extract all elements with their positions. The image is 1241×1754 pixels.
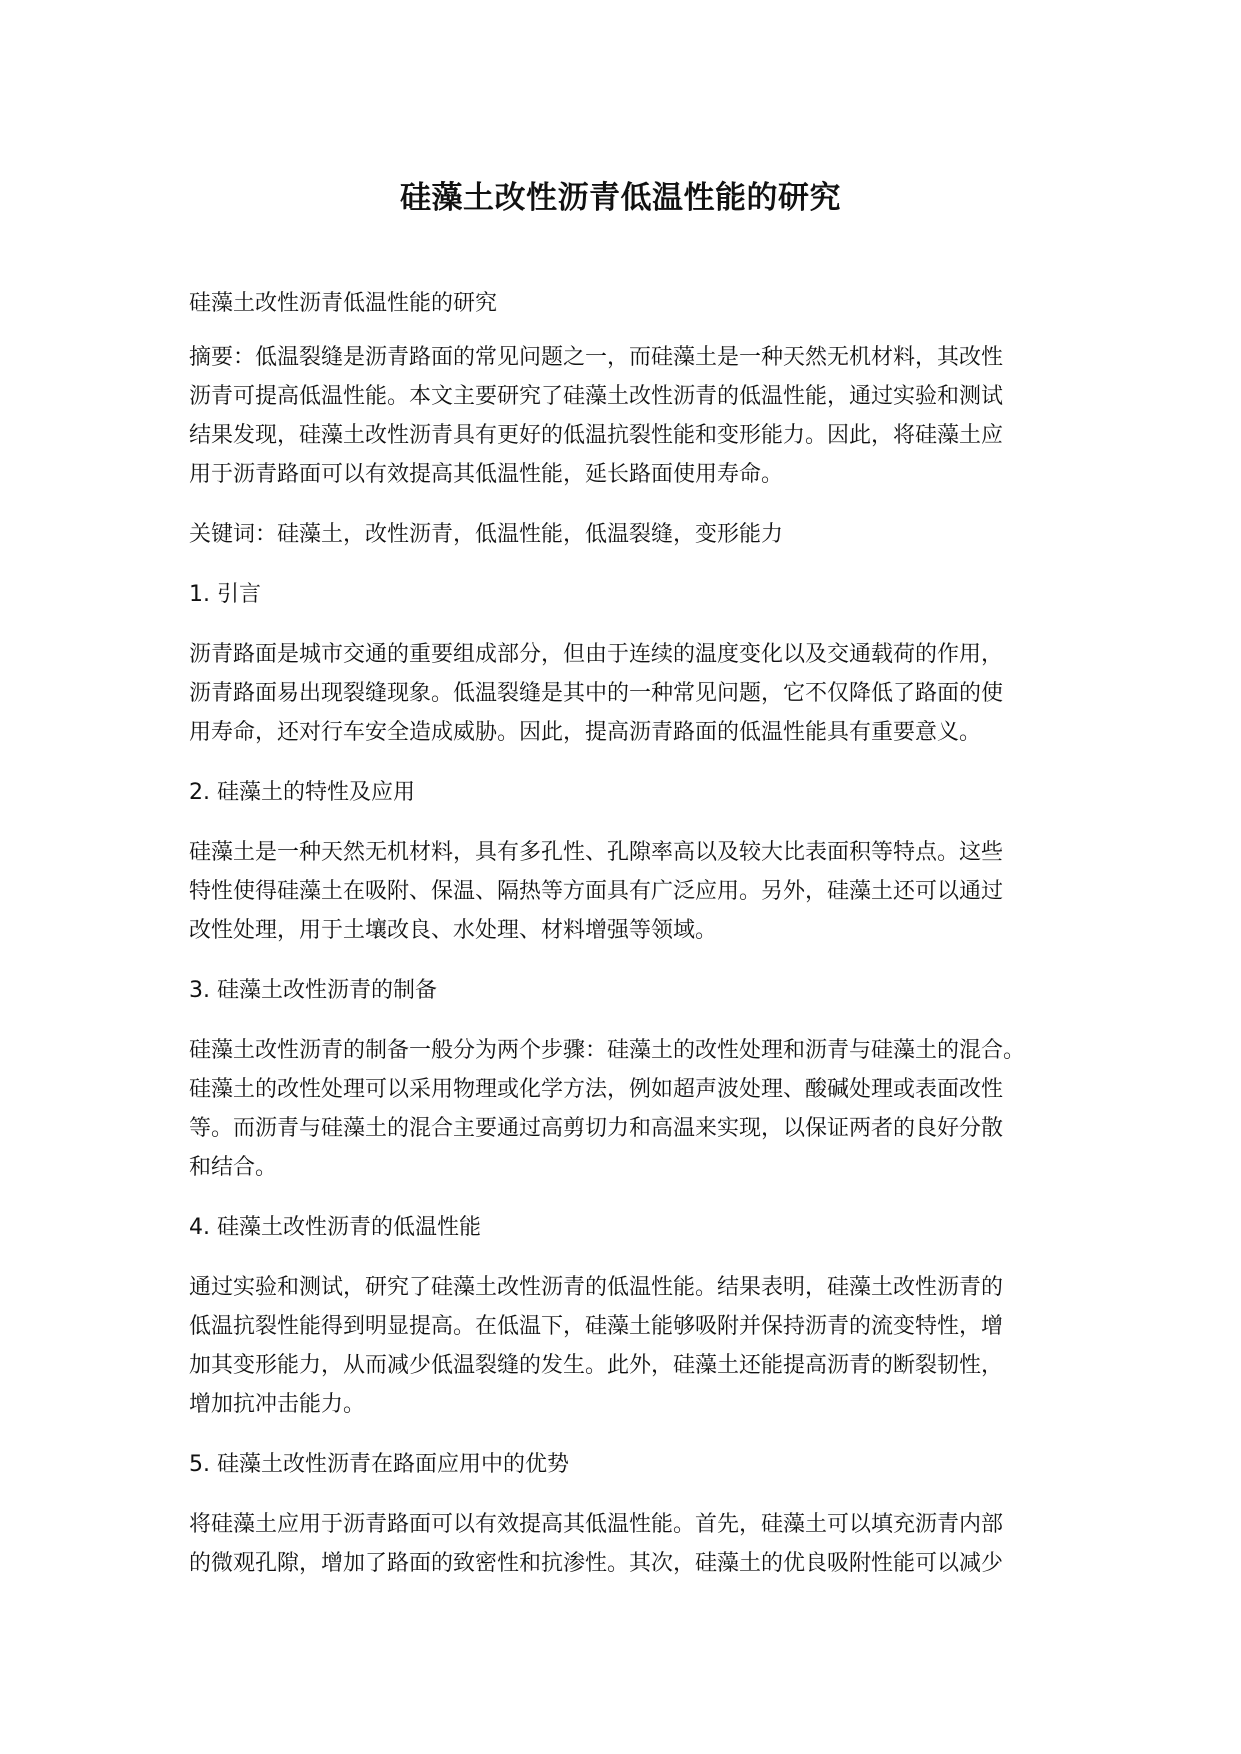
- document-subtitle: 硅藻土改性沥青低温性能的研究: [189, 291, 498, 316]
- paragraph-line: 等。而沥青与硅藻土的混合主要通过高剪切力和高温来实现，以保证两者的良好分散: [189, 1116, 1004, 1141]
- paragraph-line: 沥青路面易出现裂缝现象。低温裂缝是其中的一种常见问题，它不仅降低了路面的使: [189, 681, 1004, 706]
- section-paragraph-advantages: [189, 1505, 1069, 1583]
- section-paragraph-introduction: [189, 635, 1069, 752]
- paragraph-line: 硅藻土的改性处理可以采用物理或化学方法，例如超声波处理、酸碱处理或表面改性: [189, 1077, 1004, 1102]
- paragraph-line: 的微观孔隙，增加了路面的致密性和抗渗性。其次，硅藻土的优良吸附性能可以减少: [189, 1551, 1004, 1576]
- abstract-line: 摘要：低温裂缝是沥青路面的常见问题之一，而硅藻土是一种天然无机材料，其改性: [189, 345, 1004, 370]
- section-heading-low-temperature: 4. 硅藻土改性沥青的低温性能: [189, 1215, 481, 1240]
- paragraph-line: 通过实验和测试，研究了硅藻土改性沥青的低温性能。结果表明，硅藻土改性沥青的: [189, 1275, 1004, 1300]
- abstract-line: 用于沥青路面可以有效提高其低温性能，延长路面使用寿命。: [189, 462, 784, 487]
- paragraph-line: 改性处理，用于土壤改良、水处理、材料增强等领域。: [189, 918, 718, 943]
- paragraph-line: 将硅藻土应用于沥青路面可以有效提高其低温性能。首先，硅藻土可以填充沥青内部: [189, 1512, 1004, 1537]
- paragraph-line: 加其变形能力，从而减少低温裂缝的发生。此外，硅藻土还能提高沥青的断裂韧性，: [189, 1353, 1004, 1378]
- section-heading-introduction: 1. 引言: [189, 582, 261, 607]
- section-heading-advantages: 5. 硅藻土改性沥青在路面应用中的优势: [189, 1452, 569, 1477]
- paragraph-line: 沥青路面是城市交通的重要组成部分，但由于连续的温度变化以及交通载荷的作用，: [189, 642, 1004, 667]
- paragraph-line: 增加抗冲击能力。: [189, 1392, 366, 1417]
- paragraph-line: 硅藻土是一种天然无机材料，具有多孔性、孔隙率高以及较大比表面积等特点。这些: [189, 840, 1004, 865]
- section-paragraph-properties: [189, 833, 1069, 950]
- document-body: [189, 284, 1069, 1604]
- section-paragraph-preparation: [189, 1031, 1069, 1187]
- paragraph-line: 和结合。: [189, 1155, 278, 1180]
- paragraph-line: 低温抗裂性能得到明显提高。在低温下，硅藻土能够吸附并保持沥青的流变特性，增: [189, 1314, 1004, 1339]
- abstract-paragraph: [189, 338, 1069, 494]
- document-title: 硅藻土改性沥青低温性能的研究: [400, 180, 841, 216]
- keywords-line: 关键词：硅藻土，改性沥青，低温性能，低温裂缝，变形能力: [189, 522, 784, 547]
- abstract-line: 结果发现，硅藻土改性沥青具有更好的低温抗裂性能和变形能力。因此，将硅藻土应: [189, 423, 1004, 448]
- paragraph-line: 特性使得硅藻土在吸附、保温、隔热等方面具有广泛应用。另外，硅藻土还可以通过: [189, 879, 1004, 904]
- paragraph-line: 硅藻土改性沥青的制备一般分为两个步骤：硅藻土的改性处理和沥青与硅藻土的混合。: [189, 1038, 1026, 1063]
- section-heading-properties: 2. 硅藻土的特性及应用: [189, 780, 415, 805]
- section-heading-preparation: 3. 硅藻土改性沥青的制备: [189, 978, 437, 1003]
- paragraph-line: 用寿命，还对行车安全造成威胁。因此，提高沥青路面的低温性能具有重要意义。: [189, 720, 982, 745]
- section-paragraph-low-temperature: [189, 1268, 1069, 1424]
- abstract-line: 沥青可提高低温性能。本文主要研究了硅藻土改性沥青的低温性能，通过实验和测试: [189, 384, 1004, 409]
